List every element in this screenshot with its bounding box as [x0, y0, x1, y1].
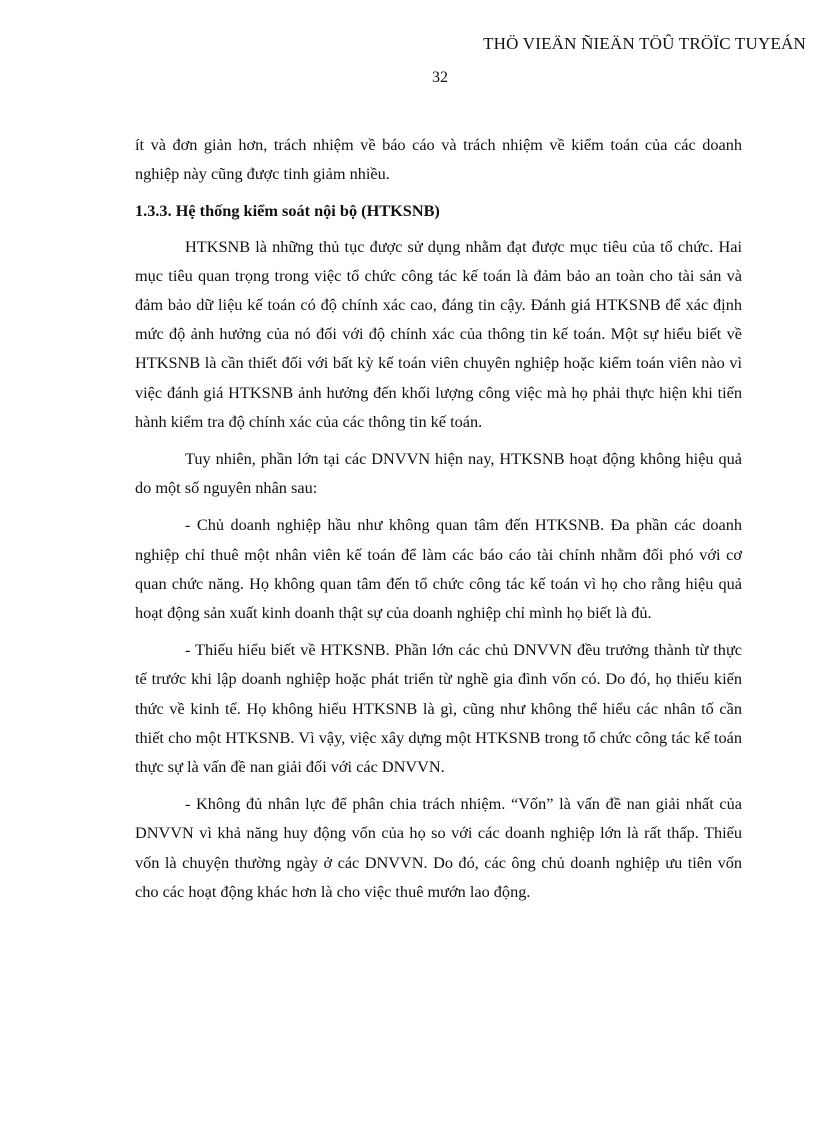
paragraph-htksnb-issues-intro: Tuy nhiên, phần lớn tại các DNVVN hiện nay, HTKSNB hoạt động không hiệu quả do một số nguyên nhân sau:: [135, 449, 742, 498]
paragraph-reason-lack-staff: - Không đủ nhân lực để phân chia trách nhiệm. “Vốn” là vấn đề nan giải nhất của DNVVN vì khả năng huy động vốn của họ so với các doanh nghiệp lớn là rất thấp. Thiếu vốn là chuyện thường ngày ở các DNVVN. Do đó, các ông chủ doanh nghiệp ưu tiên vốn cho các hoạt động khác hơn là cho việc thuê mướn lao động.: [135, 794, 742, 901]
paragraph-reason-lack-knowledge: - Thiếu hiểu biết về HTKSNB. Phần lớn các chủ DNVVN đều trưởng thành từ thực tế trước khi lập doanh nghiệp hoặc phát triển từ nghề gia đình vốn có. Do đó, họ thiếu kiến thức về kinh tế. Họ không hiểu HTKSNB là gì, cũng như không thể hiểu các nhân tố cần thiết cho một HTKSNB. Vì vậy, việc xây dựng một HTKSNB trong tổ chức công tác kế toán thực sự là vấn đề nan giải đối với các DNVVN.: [135, 640, 742, 777]
running-header: THÖ VIEÄN ÑIEÄN TÖÛ TRÖÏC TUYEÁN: [483, 34, 806, 53]
paragraph-htksnb-definition: HTKSNB là những thủ tục được sử dụng nhằm đạt được mục tiêu của tổ chức. Hai mục tiêu quan trọng trong việc tổ chức công tác kế toán là đảm bảo an toàn cho tài sản và đảm bảo dữ liệu kế toán có độ chính xác cao, đáng tin cậy. Đánh giá HTKSNB để xác định mức độ ảnh hưởng của nó đối với độ chính xác của thông tin kế toán. Một sự hiểu biết về HTKSNB là cần thiết đối với bất kỳ kế toán viên chuyên nghiệp hoặc kiểm toán viên nào vì việc đánh giá HTKSNB ảnh hưởng đến khối lượng công việc mà họ phải thực hiện khi tiến hành kiểm tra độ chính xác của các thông tin kế toán.: [135, 236, 742, 431]
page-number: 32: [432, 69, 448, 86]
document-body: [135, 130, 742, 914]
section-heading: 1.3.3. Hệ thống kiểm soát nội bộ (HTKSNB): [135, 201, 440, 221]
continued-paragraph: ít và đơn giản hơn, trách nhiệm về báo cáo và trách nhiệm về kiểm toán của các doanh nghiệp này cũng được tinh giảm nhiều.: [135, 135, 742, 184]
paragraph-reason-owner-disinterest: - Chủ doanh nghiệp hầu như không quan tâm đến HTKSNB. Đa phần các doanh nghiệp chỉ thuê một nhân viên kế toán để làm các báo cáo tài chính nhằm đối phó với cơ quan chức năng. Họ không quan tâm đến tổ chức công tác kế toán vì họ cho rằng hiệu quả hoạt động sản xuất kinh doanh thật sự của doanh nghiệp chỉ mình họ biết là đủ.: [135, 515, 742, 623]
